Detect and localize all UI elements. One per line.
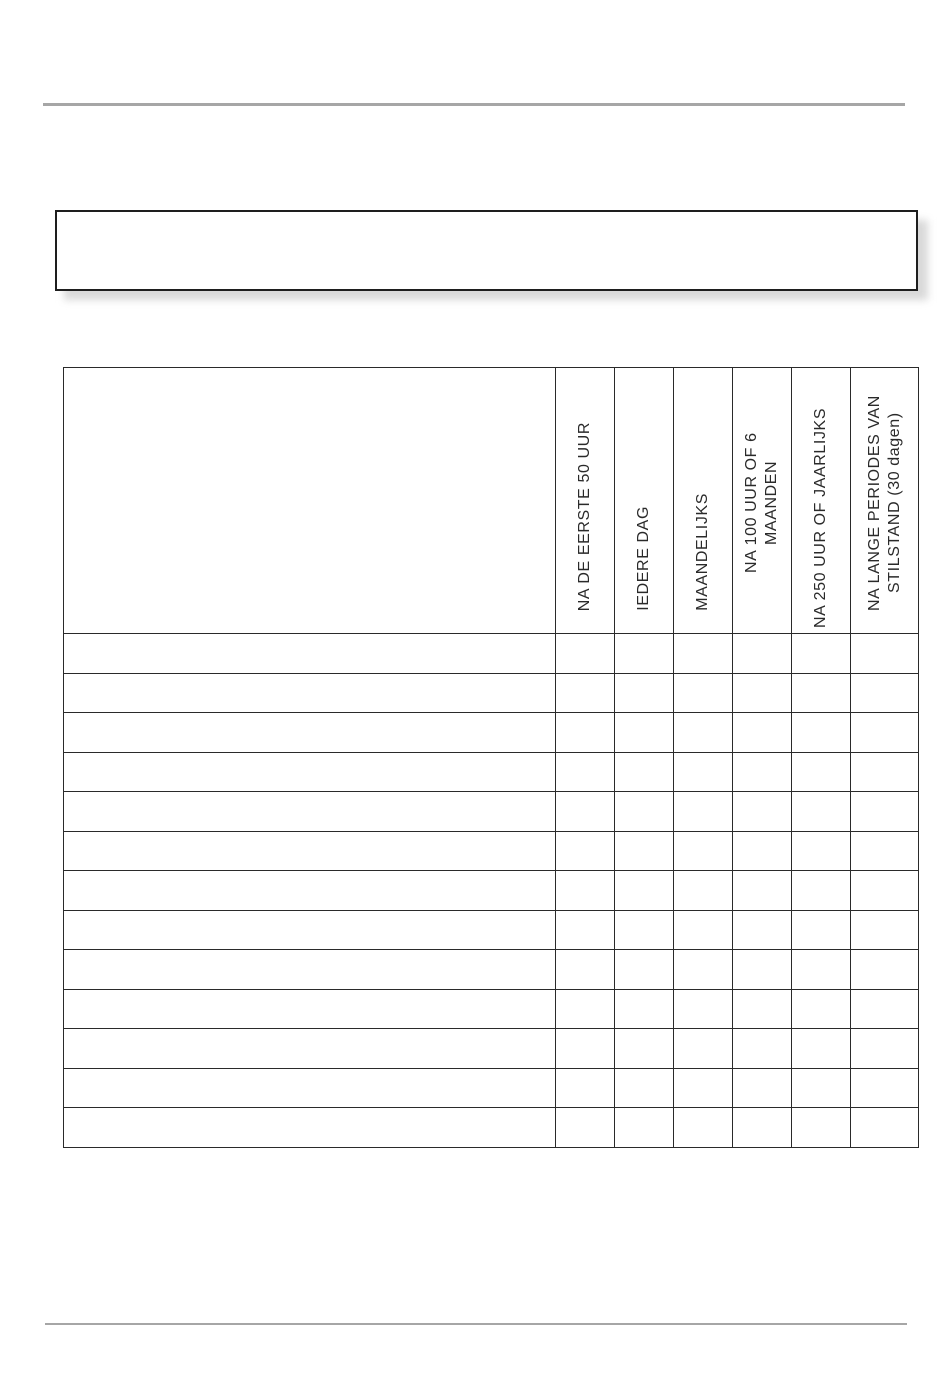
- table-row: [64, 950, 919, 990]
- table-row: [64, 831, 919, 871]
- interval-header-daily: [615, 368, 674, 634]
- interval-check-cell: [615, 910, 674, 950]
- task-cell: [64, 1108, 556, 1148]
- interval-check-cell: [674, 634, 733, 674]
- interval-header-label: NA LANGE PERIODES VAN STILSTAND (30 dagen): [865, 395, 903, 611]
- interval-check-cell: [674, 831, 733, 871]
- interval-check-cell: [792, 752, 851, 792]
- task-cell: [64, 910, 556, 950]
- interval-check-cell: [674, 950, 733, 990]
- interval-header-label: NA 250 UUR OF JAARLIJKS: [812, 407, 829, 628]
- task-cell: [64, 792, 556, 832]
- interval-check-cell: [792, 792, 851, 832]
- interval-check-cell: [556, 713, 615, 753]
- interval-check-cell: [615, 673, 674, 713]
- interval-check-cell: [674, 989, 733, 1029]
- interval-check-cell: [792, 673, 851, 713]
- interval-check-cell: [615, 1029, 674, 1069]
- task-cell: [64, 713, 556, 753]
- maintenance-schedule-table: [63, 367, 919, 1148]
- table-row: [64, 871, 919, 911]
- interval-check-cell: [674, 871, 733, 911]
- interval-header-label: MAANDELIJKS: [694, 493, 711, 611]
- interval-check-cell: [851, 752, 919, 792]
- task-cell: [64, 989, 556, 1029]
- interval-check-cell: [851, 713, 919, 753]
- interval-check-cell: [556, 752, 615, 792]
- interval-header-label: IEDERE DAG: [635, 506, 652, 611]
- interval-check-cell: [615, 792, 674, 832]
- interval-check-cell: [792, 831, 851, 871]
- interval-check-cell: [851, 831, 919, 871]
- table-row: [64, 1108, 919, 1148]
- interval-check-cell: [556, 634, 615, 674]
- task-cell: [64, 950, 556, 990]
- interval-header-label: NA DE EERSTE 50 UUR: [576, 421, 593, 611]
- interval-check-cell: [556, 831, 615, 871]
- interval-check-cell: [733, 1068, 792, 1108]
- interval-check-cell: [851, 673, 919, 713]
- interval-header-monthly: [674, 368, 733, 634]
- interval-check-cell: [674, 1029, 733, 1069]
- table-row: [64, 1068, 919, 1108]
- interval-check-cell: [615, 1068, 674, 1108]
- table-row: [64, 989, 919, 1029]
- task-cell: [64, 634, 556, 674]
- interval-check-cell: [851, 634, 919, 674]
- interval-check-cell: [733, 989, 792, 1029]
- table-row: [64, 634, 919, 674]
- interval-check-cell: [556, 989, 615, 1029]
- interval-check-cell: [733, 1029, 792, 1069]
- interval-check-cell: [733, 950, 792, 990]
- interval-check-cell: [851, 950, 919, 990]
- table-row: [64, 713, 919, 753]
- interval-check-cell: [615, 871, 674, 911]
- interval-check-cell: [556, 950, 615, 990]
- interval-check-cell: [733, 752, 792, 792]
- interval-check-cell: [556, 1108, 615, 1148]
- interval-check-cell: [792, 1108, 851, 1148]
- interval-check-cell: [851, 871, 919, 911]
- interval-check-cell: [851, 792, 919, 832]
- interval-check-cell: [556, 792, 615, 832]
- interval-check-cell: [792, 910, 851, 950]
- interval-check-cell: [733, 871, 792, 911]
- interval-check-cell: [851, 1068, 919, 1108]
- interval-check-cell: [556, 1068, 615, 1108]
- task-cell: [64, 1029, 556, 1069]
- interval-check-cell: [674, 792, 733, 832]
- task-cell: [64, 871, 556, 911]
- interval-check-cell: [733, 673, 792, 713]
- task-cell: [64, 831, 556, 871]
- task-cell: [64, 1068, 556, 1108]
- interval-check-cell: [674, 1108, 733, 1148]
- bottom-divider: [45, 1323, 907, 1325]
- interval-check-cell: [851, 1029, 919, 1069]
- interval-check-cell: [733, 634, 792, 674]
- interval-check-cell: [674, 752, 733, 792]
- table-row: [64, 792, 919, 832]
- interval-check-cell: [733, 910, 792, 950]
- interval-check-cell: [674, 713, 733, 753]
- task-cell: [64, 752, 556, 792]
- interval-check-cell: [556, 673, 615, 713]
- interval-check-cell: [792, 871, 851, 911]
- top-divider: [43, 103, 905, 106]
- interval-check-cell: [733, 792, 792, 832]
- table-row: [64, 673, 919, 713]
- interval-check-cell: [851, 1108, 919, 1148]
- interval-check-cell: [792, 1068, 851, 1108]
- interval-check-cell: [674, 1068, 733, 1108]
- interval-check-cell: [674, 673, 733, 713]
- table-body: [64, 634, 919, 1148]
- interval-check-cell: [851, 910, 919, 950]
- interval-check-cell: [615, 950, 674, 990]
- interval-check-cell: [792, 634, 851, 674]
- interval-check-cell: [615, 831, 674, 871]
- interval-header-first-50-hours: [556, 368, 615, 634]
- table-row: [64, 910, 919, 950]
- interval-header-100-hours-or-6-months: [733, 368, 792, 634]
- interval-check-cell: [851, 989, 919, 1029]
- notice-box: [55, 210, 918, 291]
- interval-check-cell: [615, 752, 674, 792]
- table-row: [64, 752, 919, 792]
- interval-check-cell: [733, 831, 792, 871]
- interval-check-cell: [733, 713, 792, 753]
- interval-header-label: NA 100 UUR OF 6 MAANDEN: [743, 432, 780, 574]
- interval-check-cell: [674, 910, 733, 950]
- table-row: [64, 1029, 919, 1069]
- interval-check-cell: [556, 1029, 615, 1069]
- table-header-row: [64, 368, 919, 634]
- interval-check-cell: [792, 950, 851, 990]
- interval-check-cell: [615, 1108, 674, 1148]
- interval-check-cell: [556, 910, 615, 950]
- interval-check-cell: [615, 634, 674, 674]
- interval-check-cell: [615, 713, 674, 753]
- task-header-cell: [64, 368, 556, 634]
- interval-check-cell: [792, 713, 851, 753]
- interval-header-long-storage: [851, 368, 919, 634]
- interval-header-250-hours-or-yearly: [792, 368, 851, 634]
- task-cell: [64, 673, 556, 713]
- interval-check-cell: [556, 871, 615, 911]
- interval-check-cell: [733, 1108, 792, 1148]
- interval-check-cell: [615, 989, 674, 1029]
- interval-check-cell: [792, 989, 851, 1029]
- interval-check-cell: [792, 1029, 851, 1069]
